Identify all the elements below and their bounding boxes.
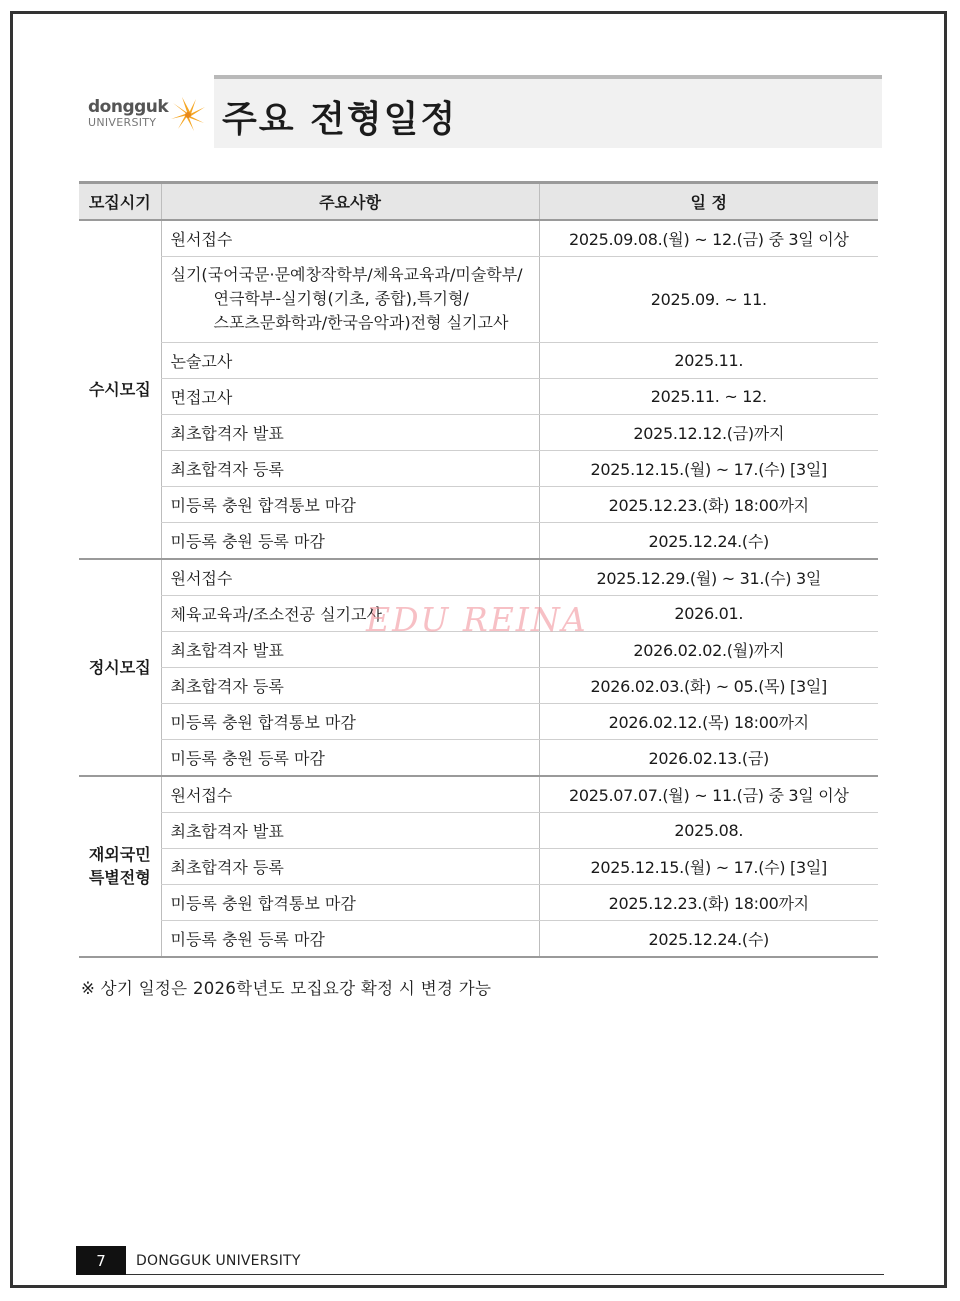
page-title: 주요 전형일정	[222, 99, 458, 140]
row-date: 2026.02.02.(월)까지	[539, 631, 878, 667]
row-item-line: 스포츠문화학과/한국음악과)전형 실기고사	[213, 313, 509, 332]
row-date: 2025.12.23.(화) 18:00까지	[539, 486, 878, 522]
row-item: 미등록 충원 등록 마감	[161, 739, 539, 776]
table-row	[79, 378, 878, 414]
group-label-text: 정시모집	[88, 657, 151, 677]
group-label-text: 재외국민	[88, 845, 151, 864]
table-header-row	[79, 183, 878, 220]
footer-divider	[126, 1274, 884, 1275]
row-item: 최초합격자 등록	[161, 848, 539, 884]
row-date: 2025.12.23.(화) 18:00까지	[539, 884, 878, 920]
row-date: 2025.12.29.(월) ~ 31.(수) 3일	[539, 559, 878, 596]
row-item: 체육교육과/조소전공 실기고사	[161, 595, 539, 631]
footer-university-name: DONGGUK UNIVERSITY	[136, 1253, 301, 1269]
group-label-overseas	[79, 776, 161, 957]
table-row	[79, 703, 878, 739]
row-date: 2026.01.	[539, 595, 878, 631]
row-item: 원서접수	[161, 220, 539, 257]
table-row	[79, 884, 878, 920]
row-date: 2026.02.03.(화) ~ 05.(목) [3일]	[539, 667, 878, 703]
row-item: 면접고사	[161, 378, 539, 414]
row-date: 2025.11. ~ 12.	[539, 378, 878, 414]
row-item-line: 연극학부-실기형(기초, 종합),특기형/	[213, 289, 469, 308]
footnote: ※ 상기 일정은 2026학년도 모집요강 확정 시 변경 가능	[81, 979, 492, 998]
table-row	[79, 920, 878, 957]
group-label-jeongsi	[79, 559, 161, 776]
row-item: 원서접수	[161, 559, 539, 596]
page-header	[88, 75, 883, 148]
row-item	[161, 256, 539, 342]
row-date: 2025.12.12.(금)까지	[539, 414, 878, 450]
row-item: 최초합격자 발표	[161, 631, 539, 667]
row-date: 2025.12.24.(수)	[539, 920, 878, 957]
row-item: 최초합격자 발표	[161, 812, 539, 848]
row-date: 2025.11.	[539, 342, 878, 378]
row-item: 원서접수	[161, 776, 539, 813]
row-item: 최초합격자 발표	[161, 414, 539, 450]
table-row	[79, 776, 878, 813]
row-date: 2025.09.08.(월) ~ 12.(금) 중 3일 이상	[539, 220, 878, 257]
row-date: 2026.02.13.(금)	[539, 739, 878, 776]
dongguk-logo	[88, 95, 212, 135]
table-row	[79, 450, 878, 486]
table-row	[79, 812, 878, 848]
table-row	[79, 667, 878, 703]
header-period: 모집시기	[79, 183, 161, 220]
logo-wordmark: dongguk	[88, 97, 169, 117]
row-item: 미등록 충원 등록 마감	[161, 920, 539, 957]
table-row	[79, 414, 878, 450]
row-date: 2025.12.15.(월) ~ 17.(수) [3일]	[539, 450, 878, 486]
table-row	[79, 256, 878, 342]
row-item: 논술고사	[161, 342, 539, 378]
row-date: 2025.12.24.(수)	[539, 522, 878, 559]
row-item: 미등록 충원 등록 마감	[161, 522, 539, 559]
row-item: 미등록 충원 합격통보 마감	[161, 884, 539, 920]
table-row	[79, 848, 878, 884]
group-label-text: 특별전형	[88, 868, 151, 887]
page-number: 7	[76, 1246, 126, 1275]
logo-subtext: UNIVERSITY	[88, 116, 157, 129]
table-row	[79, 220, 878, 257]
row-date: 2025.07.07.(월) ~ 11.(금) 중 3일 이상	[539, 776, 878, 813]
watermark-text: EDU REINA	[366, 600, 588, 639]
table-row	[79, 739, 878, 776]
header-schedule: 일 정	[539, 183, 878, 220]
row-date: 2025.12.15.(월) ~ 17.(수) [3일]	[539, 848, 878, 884]
header-item: 주요사항	[161, 183, 539, 220]
table-row	[79, 522, 878, 559]
row-date: 2025.09. ~ 11.	[539, 256, 878, 342]
row-item: 미등록 충원 합격통보 마감	[161, 486, 539, 522]
row-item-line: 실기(국어국문·문예창작학부/체육교육과/미술학부/	[170, 265, 523, 284]
group-label-text: 수시모집	[88, 379, 151, 399]
table-row	[79, 486, 878, 522]
group-label-susi	[79, 220, 161, 559]
table-row	[79, 559, 878, 596]
title-box	[214, 75, 882, 148]
row-date: 2025.08.	[539, 812, 878, 848]
table-row	[79, 342, 878, 378]
page-footer	[76, 1246, 884, 1276]
schedule-table	[79, 181, 878, 958]
row-date: 2026.02.12.(목) 18:00까지	[539, 703, 878, 739]
row-item: 미등록 충원 합격통보 마감	[161, 703, 539, 739]
row-item: 최초합격자 등록	[161, 450, 539, 486]
row-item: 최초합격자 등록	[161, 667, 539, 703]
lotus-logo-icon	[168, 95, 208, 133]
